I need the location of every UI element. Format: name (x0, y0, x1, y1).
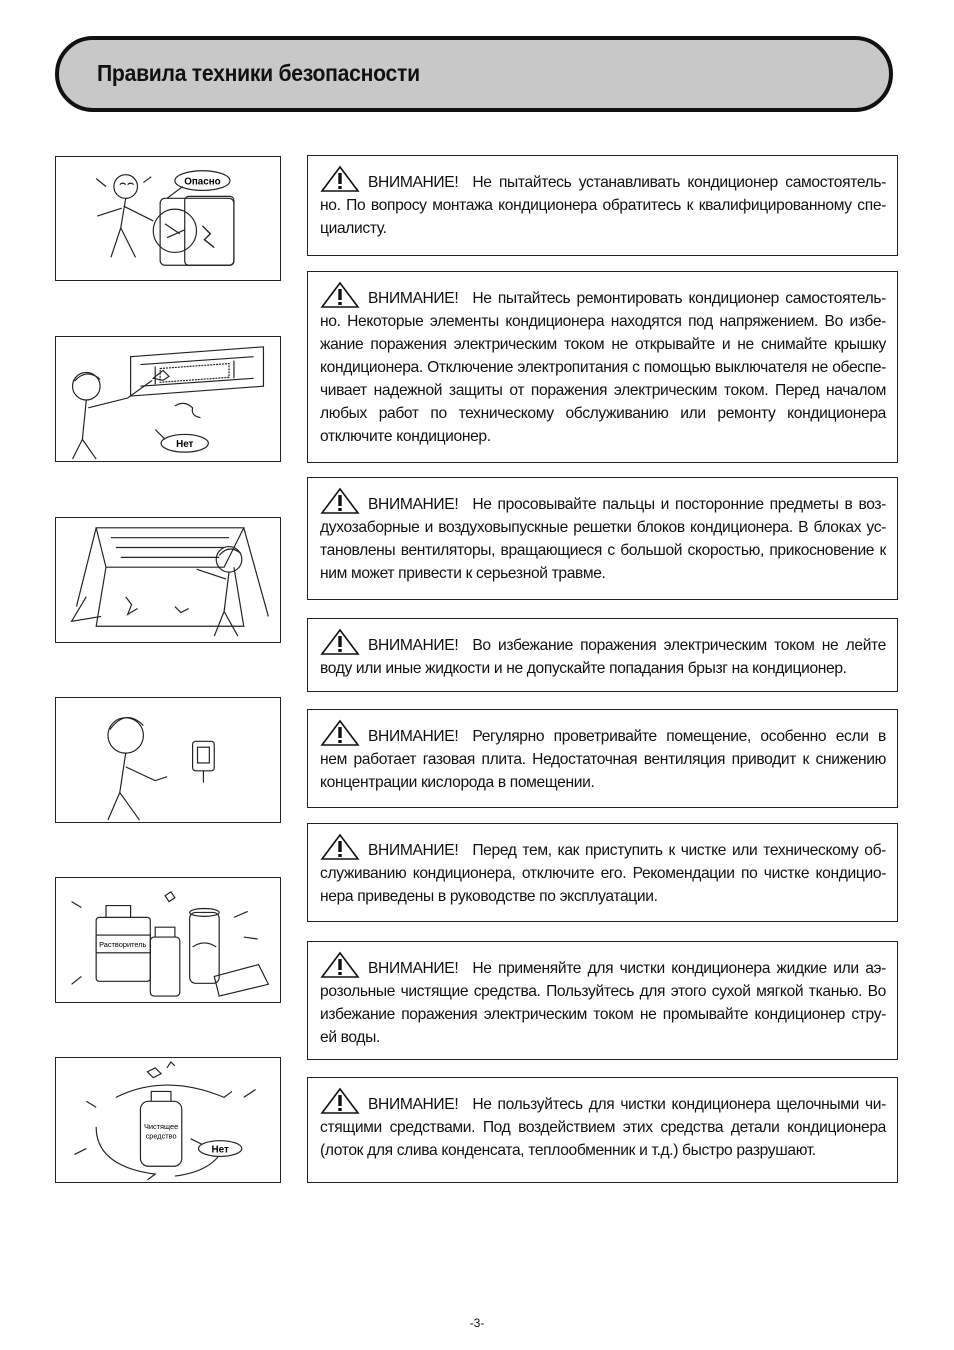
illustration-install-danger (55, 156, 281, 281)
illustration-no-alkaline (55, 1057, 281, 1183)
warning-triangle-icon (320, 833, 360, 861)
warning-label: ВНИМАНИЕ! (368, 960, 459, 977)
warning-triangle-icon (320, 165, 360, 193)
solvent-label: Растворитель (99, 939, 147, 949)
warning-box-7 (307, 941, 898, 1060)
person-switch-drawing (56, 698, 280, 822)
page-title: Правила техники безопасности (97, 60, 420, 86)
warning-triangle-icon (320, 951, 360, 979)
cleaning-bottle-drawing (56, 1058, 280, 1182)
illustration-no-repair (55, 336, 281, 462)
warning-label: ВНИМАНИЕ! (368, 637, 459, 654)
warning-box-8 (307, 1077, 898, 1183)
warning-label: ВНИМАНИЕ! (368, 728, 459, 745)
danger-label: Опасно (184, 176, 221, 188)
warning-box-2 (307, 271, 898, 463)
person-grille-drawing (56, 518, 280, 642)
warning-text: Не применяйте для чистки кондиционера жидкие или аэ-розольные чистящие средства. Пользуйтесь для этого сухой мягкой тканью. Во избежание поражения электрическим током не промывайте кондиционер стру-ей воды. (320, 960, 886, 1046)
warning-triangle-icon (320, 487, 360, 515)
warning-triangle-icon (320, 281, 360, 309)
warning-text: Не пытайтесь устанавливать кондиционер самостоятель-но. По вопросу монтажа кондиционера обратитесь к квалифицированному спе-циалисту. (320, 174, 886, 237)
warning-label: ВНИМАНИЕ! (368, 290, 459, 307)
person-ceiling-unit-drawing (56, 337, 280, 461)
warning-text: Перед тем, как приступить к чистке или техническому об-служиванию кондиционера, отключите его. Рекомендации по чистке кондицио-нера приведены в руководстве по эксплуатации. (320, 842, 886, 905)
warning-box-4 (307, 618, 898, 692)
no-label-bottle: Нет (211, 1144, 229, 1156)
solvent-containers-drawing (56, 878, 280, 1002)
no-label: Нет (176, 439, 194, 451)
illustration-no-fingers (55, 517, 281, 643)
warning-box-1 (307, 155, 898, 256)
warning-text: Во избежание поражения электрическим током не лейте воду или иные жидкости и не допускайте попадания брызг на кондиционер. (320, 637, 886, 677)
warning-label: ВНИМАНИЕ! (368, 1096, 459, 1113)
warning-label: ВНИМАНИЕ! (368, 496, 459, 513)
warning-text: Не просовывайте пальцы и посторонние предметы в воз-духозаборные и воздуховыпускные решетки блоков кондиционера. В блоках ус-тановлены вентиляторы, вращающиеся с большой скоростью, прикосновение к ним может привести к серьезной травме. (320, 496, 886, 582)
person-outdoor-unit-drawing (56, 157, 280, 280)
warning-box-5 (307, 709, 898, 808)
warning-triangle-icon (320, 719, 360, 747)
warning-box-6 (307, 823, 898, 922)
warning-label: ВНИМАНИЕ! (368, 842, 459, 859)
warning-text: Не пользуйтесь для чистки кондиционера щелочными чи-стящими средствами. Под воздействием этих средства детали кондиционера (лоток для слива конденсата, теплообменник и т.д.) быстро разрушают. (320, 1096, 886, 1159)
warning-triangle-icon (320, 1087, 360, 1115)
illustration-solvents (55, 877, 281, 1003)
page-number: -3- (469, 1316, 485, 1330)
warning-triangle-icon (320, 628, 360, 656)
warning-box-3 (307, 477, 898, 600)
cleaning-label: Чистящее средство (143, 1121, 179, 1141)
warning-text: Регулярно проветривайте помещение, особенно если в нем работает газовая плита. Недостаточная вентиляция приводит к снижению концентрации кислорода в помещении. (320, 728, 886, 791)
warning-label: ВНИМАНИЕ! (368, 174, 459, 191)
warning-text: Не пытайтесь ремонтировать кондиционер самостоятель-но. Некоторые элементы кондиционера находятся под напряжением. Во избе-жание поражения электрическим током не открывайте и не снимайте крышку кондиционера. Отключение электропитания с помощью выключателя не обеспе-чивает надежной защиты от поражения электрическим током. Перед началом любых работ по техническому обслуживанию или ремонту кондиционера отключите кондиционер. (320, 290, 886, 445)
header-banner (55, 36, 893, 112)
illustration-ventilation (55, 697, 281, 823)
